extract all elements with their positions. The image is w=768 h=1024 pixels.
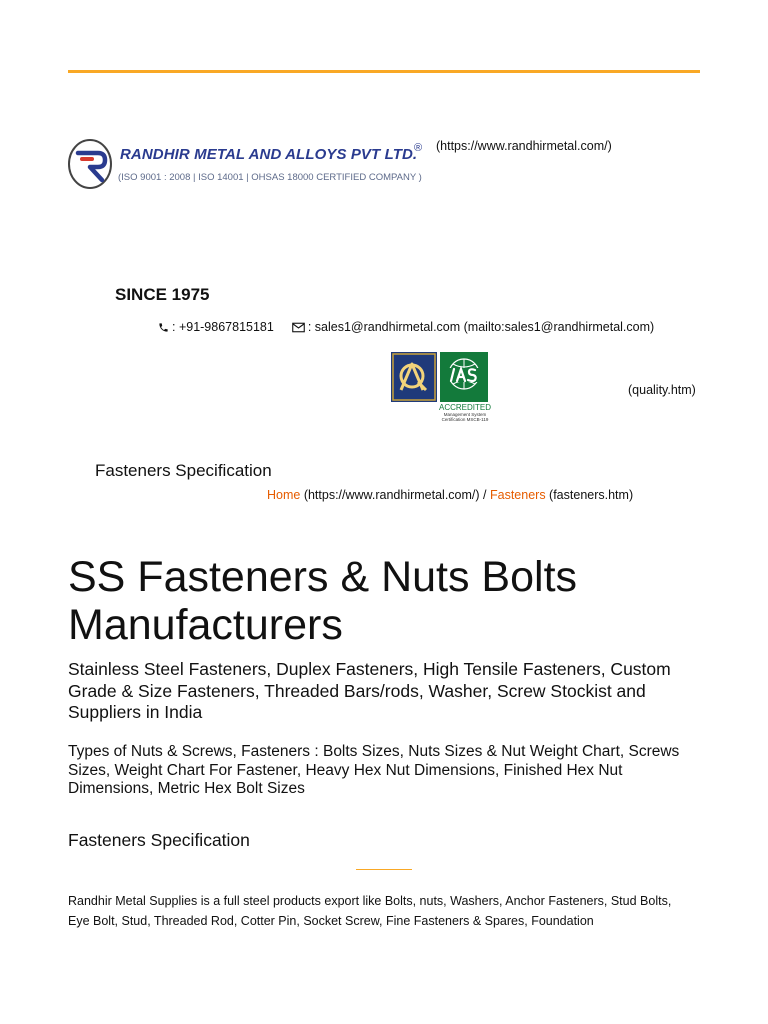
page-subtitle: Stainless Steel Fasteners, Duplex Fasteners, High Tensile Fasteners, Custom Grade & Size Fasteners, Threaded Bars/rods, Washer, Screw Stockist and Suppliers in India xyxy=(68,659,671,722)
quality-link[interactable]: (quality.htm) xyxy=(628,383,696,397)
specification-heading: Fasteners Specification xyxy=(68,830,250,850)
breadcrumb-home[interactable]: Home xyxy=(267,488,301,502)
envelope-icon xyxy=(292,322,305,333)
breadcrumb-fasteners[interactable]: Fasteners xyxy=(489,488,546,502)
breadcrumb-fasteners-url: (fasteners.htm) xyxy=(545,488,634,502)
phone-icon xyxy=(158,322,169,333)
logo-mark-icon xyxy=(68,138,114,190)
company-name: RANDHIR METAL AND ALLOYS PVT LTD. xyxy=(120,146,418,163)
company-tagline: (ISO 9001 : 2008 | ISO 14001 | OHSAS 18000 CERTIFIED COMPANY ) xyxy=(118,172,422,183)
breadcrumb xyxy=(267,488,633,502)
breadcrumb-home-url: (https://www.randhirmetal.com/) xyxy=(300,488,480,502)
top-accent-rule xyxy=(68,70,700,73)
types-description: Types of Nuts & Screws, Fasteners : Bolts Sizes, Nuts Sizes & Nut Weight Chart, Screws Sizes, Weight Chart For Fastener, Heavy Hex Nut Dimensions, Finished Hex Nut Dimensions, Metric Hex Bolt Sizes xyxy=(68,743,680,798)
since-label: SINCE 1975 xyxy=(115,285,210,304)
registered-mark: ® xyxy=(414,142,423,154)
contact-bar xyxy=(158,320,654,334)
ias-accreditation-badge-icon xyxy=(440,352,488,402)
heading-underline xyxy=(356,869,412,870)
page-title: SS Fasteners & Nuts Bolts Manufacturers xyxy=(68,553,578,649)
iso-certification-badge-icon xyxy=(391,352,437,402)
breadcrumb-separator: / xyxy=(479,488,490,502)
phone-number[interactable]: : +91-9867815181 xyxy=(172,320,274,334)
accredited-label: ACCREDITED xyxy=(438,403,491,412)
accreditation-text xyxy=(438,404,492,422)
accreditation-detail: Management System Certification MSCB-119 xyxy=(441,412,489,422)
intro-paragraph: Randhir Metal Supplies is a full steel products export like Bolts, nuts, Washers, Anchor Fasteners, Stud Bolts, Eye Bolt, Stud, Threaded Rod, Cotter Pin, Socket Screw, Fine Fasteners & Spares, Foundation xyxy=(68,894,672,928)
company-logo[interactable] xyxy=(68,138,428,192)
logo-link-url[interactable]: (https://www.randhirmetal.com/) xyxy=(436,139,612,153)
email-link[interactable]: : sales1@randhirmetal.com (mailto:sales1@randhirmetal.com) xyxy=(307,320,655,334)
section-title: Fasteners Specification xyxy=(95,461,272,480)
